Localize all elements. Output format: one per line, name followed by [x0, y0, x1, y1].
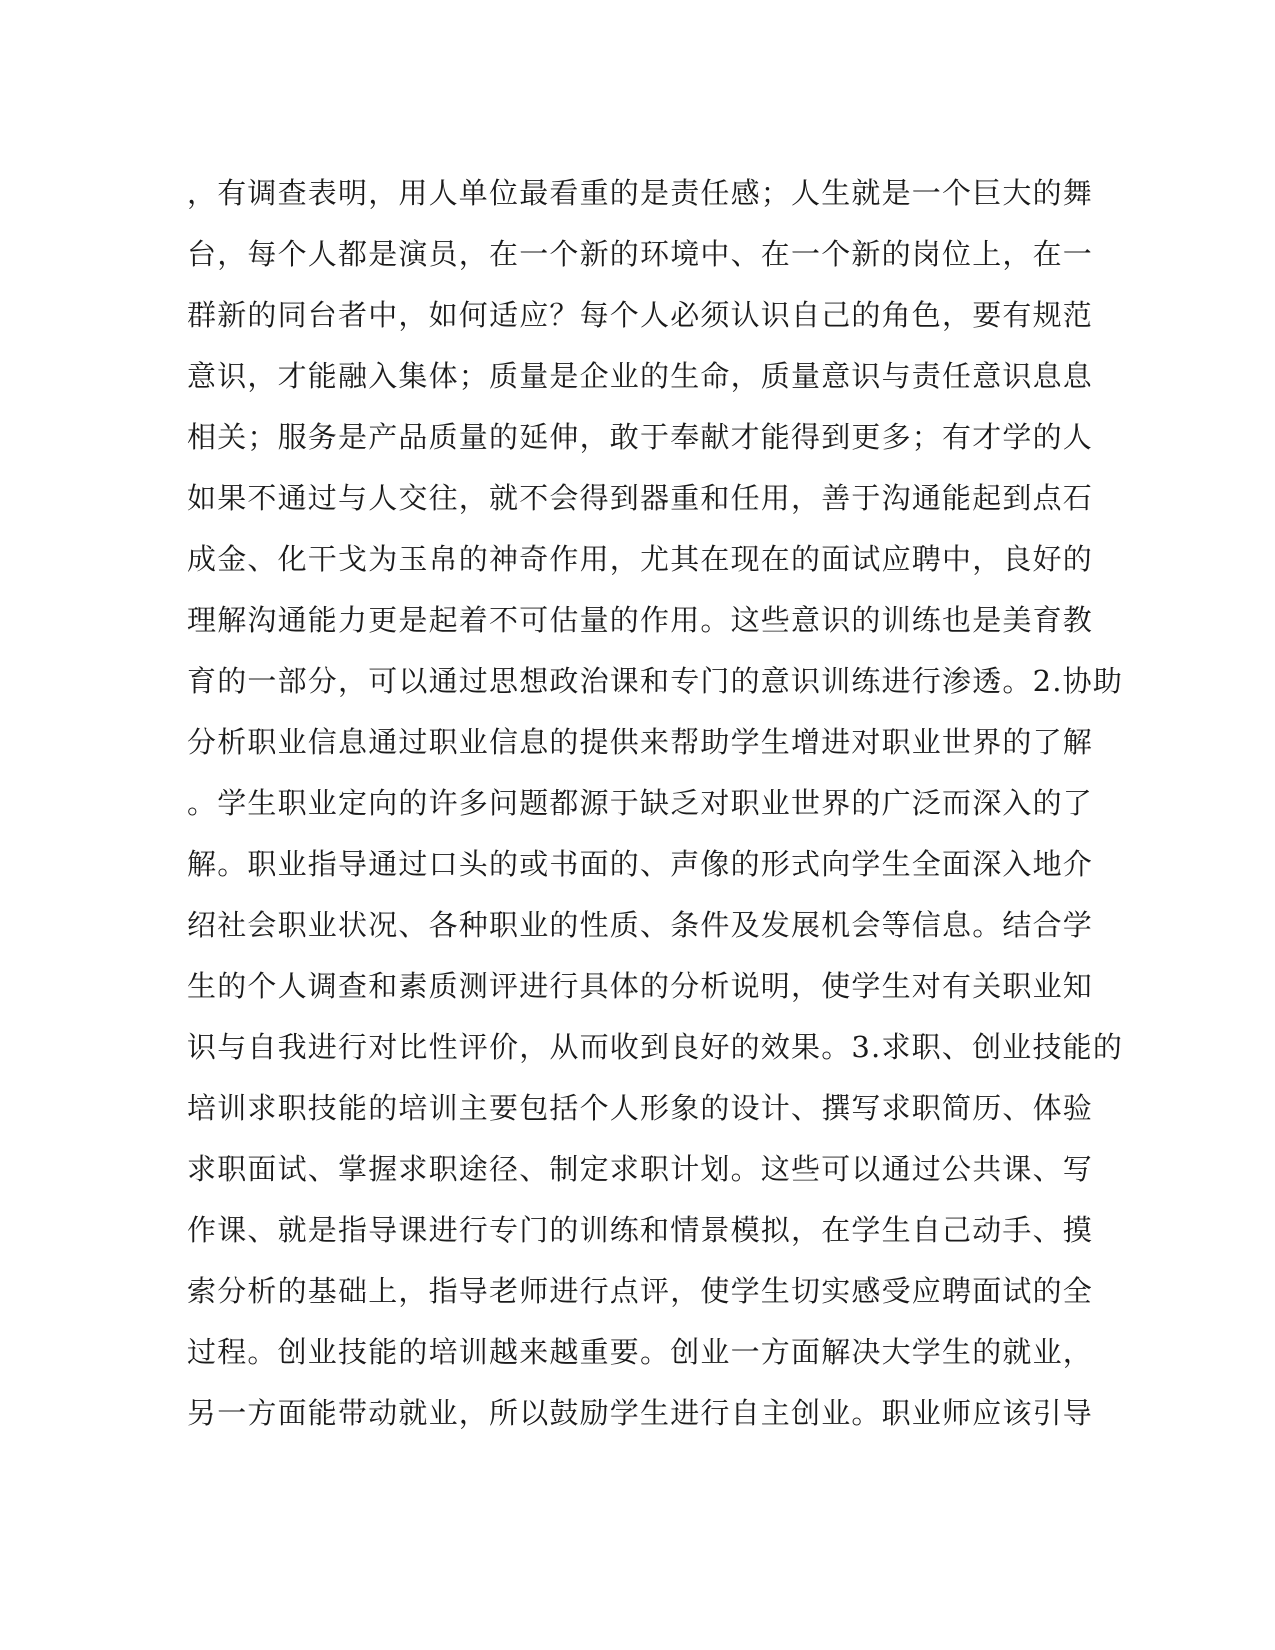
text-line: 作课、就是指导课进行专门的训练和情景模拟，在学生自己动手、摸	[187, 1213, 1094, 1247]
text-line: 理解沟通能力更是起着不可估量的作用。这些意识的训练也是美育教	[187, 603, 1094, 637]
text-line: 育的一部分，可以通过思想政治课和专门的意识训练进行渗透。2.协助	[187, 664, 1124, 698]
body-text	[187, 163, 1124, 1444]
text-line: 绍社会职业状况、各种职业的性质、条件及发展机会等信息。结合学	[187, 908, 1094, 942]
text-line: 解。职业指导通过口头的或书面的、声像的形式向学生全面深入地介	[187, 847, 1094, 881]
text-line: 索分析的基础上，指导老师进行点评，使学生切实感受应聘面试的全	[187, 1274, 1094, 1308]
text-line: 识与自我进行对比性评价，从而收到良好的效果。3.求职、创业技能的	[187, 1030, 1124, 1064]
text-line: 过程。创业技能的培训越来越重要。创业一方面解决大学生的就业，	[187, 1335, 1094, 1369]
text-line: 如果不通过与人交往，就不会得到器重和任用，善于沟通能起到点石	[187, 481, 1094, 515]
text-line: 意识，才能融入集体；质量是企业的生命，质量意识与责任意识息息	[187, 359, 1094, 393]
text-line: ，有调查表明，用人单位最看重的是责任感；人生就是一个巨大的舞	[187, 176, 1094, 210]
text-line: 培训求职技能的培训主要包括个人形象的设计、撰写求职简历、体验	[187, 1091, 1094, 1125]
text-line: 。学生职业定向的许多问题都源于缺乏对职业世界的广泛而深入的了	[187, 786, 1094, 820]
text-line: 相关；服务是产品质量的延伸，敢于奉献才能得到更多；有才学的人	[187, 420, 1094, 454]
text-line: 求职面试、掌握求职途径、制定求职计划。这些可以通过公共课、写	[187, 1152, 1094, 1186]
text-line: 另一方面能带动就业，所以鼓励学生进行自主创业。职业师应该引导	[187, 1396, 1094, 1430]
text-line: 分析职业信息通过职业信息的提供来帮助学生增进对职业世界的了解	[187, 725, 1094, 759]
text-line: 成金、化干戈为玉帛的神奇作用，尤其在现在的面试应聘中，良好的	[187, 542, 1094, 576]
text-line: 群新的同台者中，如何适应？每个人必须认识自己的角色，要有规范	[187, 298, 1094, 332]
text-line: 台，每个人都是演员，在一个新的环境中、在一个新的岗位上，在一	[187, 237, 1094, 271]
text-line: 生的个人调查和素质测评进行具体的分析说明，使学生对有关职业知	[187, 969, 1094, 1003]
